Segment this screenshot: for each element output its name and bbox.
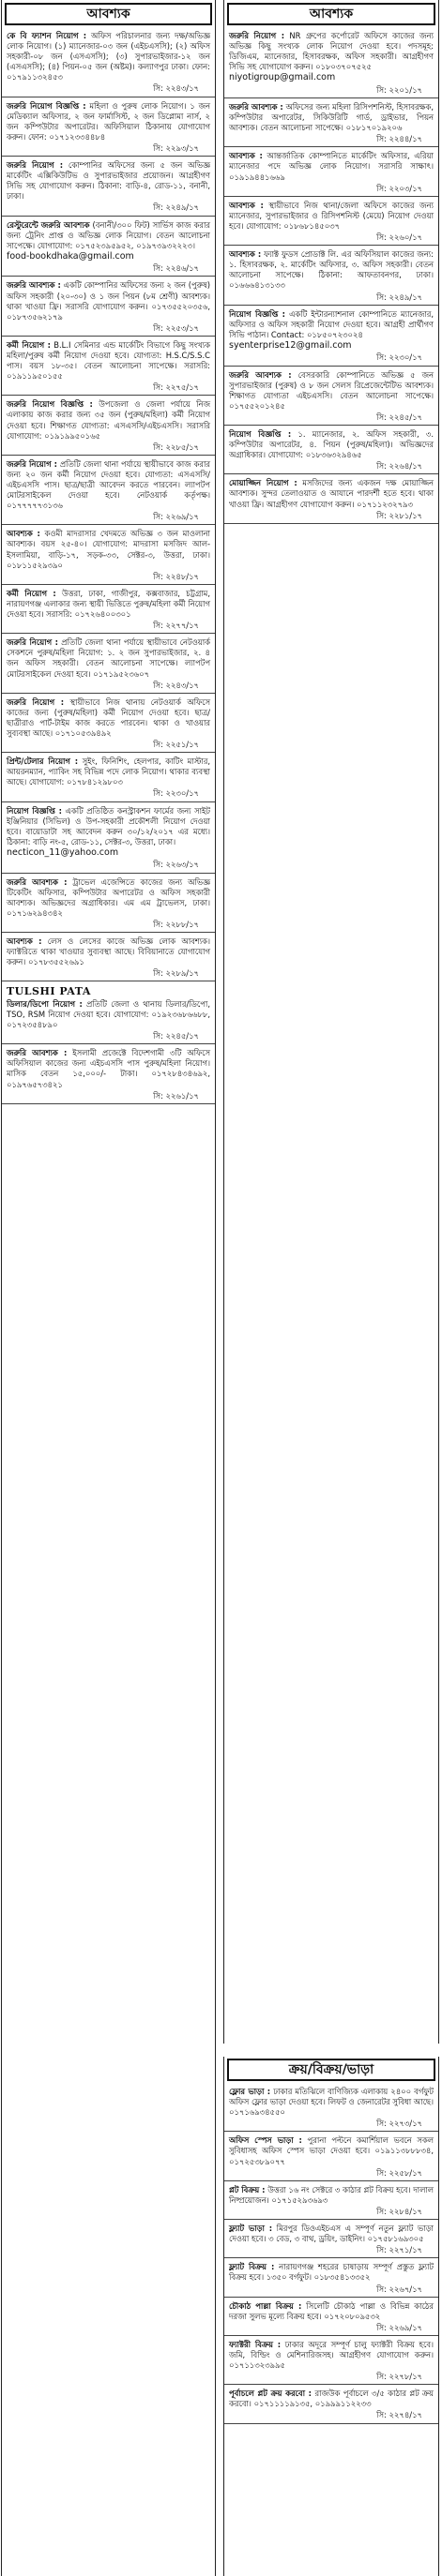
ad-heading: জরুরি নিয়োগ বিজ্ঞপ্তি : (7, 100, 86, 111)
classified-ad (224, 197, 438, 246)
ad-body: উত্তরা ১৬ নং সেক্টরে ৩ কাঠার প্লট বিক্রয় হবে। দালাল নিষ্প্রয়োজন। ০১৭১৫২৯৩৬৯৩ (229, 2184, 434, 2205)
ad-heading: মোয়াজ্জিন নিয়োগ : (229, 478, 297, 488)
ad-body: স্থায়ীভাবে নিজ থানায় নেটওয়ার্ক অফিসে কাজের জন্য (পুরুষ/মহিলা) কর্মী নিয়োগ দেওয়া হবে। ছাত্র/ছাত্রীরাও পার্ট-টাইম কাজ করতে পারবেন। থাকা ও খাওয়ার সুব্যবস্থা আছে। ০১৭১০৫৩৯৪৯২ (7, 696, 210, 738)
classified-ad (224, 2220, 438, 2258)
classified-ad (2, 217, 215, 277)
ad-email[interactable]: food-bookdhaka@gmail.com (7, 250, 134, 262)
ad-heading: আবশ্যক : (7, 936, 42, 946)
ad-code: সি: ২২৬৩/১৭ (153, 860, 199, 870)
ad-body: স্থায়ীভাবে নিজ থানা/জেলা অফিসে কাজের জন্য ম্যানেজার, সুপারভাইজার ও রিসিপশনিস্ট (মেয়ে) নিয়োগ দেওয়া হবে। যোগাযোগ: ০১৮৬৮১৪৫০৩৭ (229, 200, 434, 231)
ad-body: ঢাকার অদূরে সম্পূর্ণ চালু ফ্যাক্টরী বিক্রয় হবে। জমি, বিল্ডিং ও মেশিনারিজসহ। আগ্রহীগণ যোগাযোগ করুন। ০১৭১১৩২৩৯৯৫ (229, 2339, 434, 2371)
ad-heading: আবশ্যক : (229, 249, 262, 260)
classified-ad (2, 753, 215, 801)
ad-body: লেস ও লেসের কাজে অভিজ্ঞ লোক আবশ্যক। ফ্যাক্টরিতে থাকা খাওয়ার সুব্যবস্থা আছে। বিবিয়ানাতে যোগাযোগ করুন। ০১৭৮৩৫৫২৬৯১ (7, 936, 210, 967)
ad-code: সি: ২২৫৩/১৭ (153, 322, 199, 333)
ad-code: সি: ২২৪৩/১৭ (153, 680, 199, 690)
classified-ad (2, 456, 215, 526)
ad-heading: জরুরি আবশ্যক : (229, 369, 292, 380)
classified-ad (2, 933, 215, 981)
ad-heading: আবশ্যক : (229, 200, 264, 210)
ad-email[interactable]: syenterprise12@gmail.com (229, 339, 352, 351)
classified-ad (224, 147, 438, 196)
ad-body: ট্রাভেল এজেন্সিতে কাজের জন্য অভিজ্ঞ টিকেটিং অফিসার, কম্পিউটার অপারেটর ও অফিস সহকারী আবশ্যক। অভিজ্ঞদের অগ্রাধিকার। এম এম ট্রাভেলস, ঢাকা। ০১৭১৬২৯৪৩৪২ (7, 876, 210, 918)
ad-body: সিলেটি চৌকাঠ পাল্লা ও বিভিন্ন কাঠের দরজা সুলভ মূল্যে বিক্রয় হবে। ০১৭২০৮০৯৫৩২ (229, 2300, 434, 2321)
ad-heading: জরুরি নিয়োগ : (229, 31, 285, 40)
ad-heading: ফ্ল্যাট বিক্রয় : (229, 2262, 275, 2272)
ad-body: একটি ইন্টারন্যাশনাল কোম্পানিতে ম্যানেজার, অফিসার ও অফিস সহকারী নিয়োগ দেওয়া হবে। আগ্রহী প্রার্থীগণ সিভি পাঠান। Contact: ০১৮৫০৭২৩০২৪ (229, 308, 434, 339)
ad-email[interactable]: necticon_11@yahoo.com (7, 846, 119, 858)
ad-heading: নিয়োগ বিজ্ঞপ্তি : (229, 428, 292, 439)
right-section-header: আবশ্যক (227, 3, 435, 25)
classified-ad (224, 2083, 438, 2132)
classified-ad (224, 2336, 438, 2385)
ad-code: সি: ২২৪৫/১৭ (376, 412, 422, 422)
ad-body: একটি কোম্পানির অফিসের জন্য ২ জন (পুরুষ) অফিস সহকারী (২০-৩০) ও ১ জন পিয়ন (৮ম শ্রেণী) আবশ্যক। থাকা খাওয়া ফ্রি। সরাসরি যোগাযোগ করুন। ০১৭৩৫৫২০৩৫৬, ০১৮৭৩৫৬২১৭৯ (7, 280, 210, 322)
ad-heading: ফ্লোর ভাড়া : (229, 2087, 271, 2096)
classified-ad (2, 396, 215, 455)
classified-ad (224, 306, 438, 367)
classified-ad (224, 2181, 438, 2220)
ad-heading: নিয়োগ বিজ্ঞপ্তি : (7, 805, 62, 816)
ad-heading: আবশ্যক : (7, 529, 40, 539)
ad-code: সি: ২২৪৯/১৭ (376, 292, 422, 302)
ad-heading: জরুরি নিয়োগ : (7, 696, 65, 707)
ad-code: সি: ২২৬৯/১৭ (153, 512, 199, 522)
ad-heading: জরুরি আবশ্যক : (7, 280, 61, 291)
ad-body: প্রতিটি জেলা থানা পর্যায়ে স্থায়ীভাবে কাজ করার জন্য ২০ জন কর্মী নিয়োগ দেওয়া হবে। যোগ্যতা: এসএসসি/এইচএসসি পাস। ছাত্র/ছাত্রী আবেদন করতে পারবেন। ল্যাপটপ মোটরসাইকেল দেওয়া হবে। নেটওয়ার্ক কর্তৃপক্ষ। ০১৭৭৭৭৭৩১৩৬ (7, 458, 210, 511)
ad-code: সি: ২২৬৪/১৭ (376, 461, 422, 472)
ad-body: পুরানা পল্টনে কমার্শিয়াল ভবনে সকল সুবিধাসহ অফিস স্পেস ভাড়া দেওয়া হবে। ০১৯১১৩৮৮৮৩৪, ০১৭২৫৩৮৯০৭৭ (229, 2135, 434, 2166)
ad-heading: জরুরি নিয়োগ বিজ্ঞপ্তি : (7, 399, 93, 410)
classified-ad (224, 27, 438, 98)
ad-code: সি: ২২৬৭/১৭ (376, 2284, 422, 2294)
ad-body: মিরপুর ডিওএইচএস এ সম্পূর্ণ নতুন ফ্ল্যাট ভাড়া দেওয়া হবে। ৩ বেড, ৩ বাথ, ড্রয়িং, ডাইনিং। ০১৭৫৮১৬৯৩০৫ (229, 2224, 434, 2244)
classified-ad (2, 525, 215, 584)
classified-ad (224, 246, 438, 305)
ad-brand-title: TULSHI PATA (7, 985, 91, 998)
classified-ad (224, 367, 438, 426)
ad-body: ১. ম্যানেজার, ২. অফিস সহকারী, ৩. কম্পিউটার অপারেটর, ৪. পিয়ন (পুরুষ/মহিলা)। অভিজ্ঞদের অগ্রাধিকার। যোগাযোগ: ০১৮৩৬৩২৯৪৬৫ (229, 428, 434, 460)
classified-ad (2, 694, 215, 753)
ad-code: সি: ২২৭১/১৭ (376, 2245, 422, 2255)
classified-ad (224, 2132, 438, 2180)
ad-body: অফিস পরিচালনার জন্য দক্ষ/অভিজ্ঞ লোক নিয়োগ। (১) ম্যানেজার-০৩ জন (এইচএসসি); (২) অফিস সহকারী-০৮ জন (এসএসসি); (৩) সুপারভাইজার-১২ জন (এসএসসি); (৪) পিয়ন-০৫ জন (অষ্টম)। কল্যাণপুর ঢাকা। ফোন: ০১৭৯১১৩২৪৫৩ (7, 31, 210, 82)
classified-ad (224, 2258, 438, 2297)
ad-heading: ফ্ল্যাট ভাড়া : (229, 2224, 273, 2234)
classified-ad (224, 474, 438, 523)
ad-heading: অফিস স্পেস ভাড়া : (229, 2135, 302, 2146)
buy-sell-rent-header: ক্রয়/বিক্রয়/ভাড়া (227, 2059, 435, 2081)
classified-ad (2, 585, 215, 634)
ad-body: অফিসের জন্য মহিলা রিসিপশনিস্ট, হিসাবরক্ষক, কম্পিউটার অপারেটর, সিকিউরিটি গার্ড, ড্রাইভার, পিয়ন আবশ্যক। বেতন আলোচনা সাপেক্ষে। ০১৮১৭০১৯২০৬ (229, 102, 434, 133)
ad-code: সি: ২২৮৪/১৭ (376, 2206, 422, 2216)
ad-code: সি: ২২০৩/১৭ (376, 183, 422, 193)
ad-heading: আবশ্যক : (229, 151, 263, 161)
ad-heading: জরুরি নিয়োগ : (7, 637, 58, 648)
classified-ad (2, 27, 215, 97)
ad-heading: নিয়োগ বিজ্ঞপ্তি : (229, 308, 286, 319)
ad-code: সি: ২২৮৫/১৭ (153, 442, 199, 452)
ad-code: সি: ২২৮১/১৭ (376, 510, 422, 520)
ad-heading: জরুরি আবশ্যক : (229, 102, 283, 112)
ad-code: সি: ২২৬৯/১৭ (376, 2322, 422, 2332)
classified-ad (224, 2385, 438, 2423)
ad-heading: ডিলার/ডিপো নিয়োগ : (7, 998, 83, 1009)
ad-heading: জরুরি নিয়োগ : (7, 458, 58, 469)
ad-code: সি: ২২৭৫/১৭ (153, 382, 199, 393)
buy-sell-rent-section (223, 2057, 439, 2576)
ad-body: বেসরকারি কোম্পানিতে অভিজ্ঞ ৫ জন সুপারভাইজার (পুরুষ) ও ৮ জন সেলস রিপ্রেজেন্টেটিভ আবশ্যক। শিক্ষাগত যোগ্যতা এইচএসসি। বেতন আলোচনা সাপেক্ষে। ০১৭৫৫২০১২৪৫ (229, 369, 434, 411)
ad-code: সি: ২২৪৮/১৭ (153, 571, 199, 581)
classified-ad (2, 874, 215, 933)
ad-code: সি: ২২৬০/১৭ (376, 232, 422, 243)
classified-ad (2, 1044, 215, 1103)
buy-sell-rent-ads-list (224, 2083, 438, 2424)
ad-code: সি: ২২০১/১৭ (376, 84, 422, 95)
ad-heading: প্রিন্ট/টেলার নিয়োগ : (7, 756, 79, 767)
ad-heading: চৌকাঠ পাল্লা বিক্রয় : (229, 2300, 302, 2311)
ad-body: B.L.I সেমিনার এন্ড মার্কেটিং বিভাগে কিছু সংখ্যক মহিলা/পুরুষ কর্মী নিয়োগ দেওয়া হবে। যোগ্যতা: H.S.C/S.S.C পাস। বয়স ১৮-৩৫। বেতন আলোচনা সাপেক্ষে। সরাসরি: ০১৯১১৯৫০১৫৫ (7, 339, 210, 382)
ad-heading: রেস্টুরেন্টে জরুরি আবশ্যক (7, 219, 90, 230)
ad-body: কওমী মাদরাসার খেদমতে অভিজ্ঞ ৩ জন মাওলানা আবশ্যক। বয়স ২৫-৪০। যোগাযোগ: মাদরাসা মসজিদ আল-ইসলামিয়া, বাড়ি-১৭, সড়ক-৩৩, সেক্টর-৩, উত্তরা, ঢাকা। ০১৮১১৫২৯৩৯০ (7, 529, 210, 570)
right-column (223, 0, 439, 2044)
ad-body: একটি প্রতিষ্ঠিত কনস্ট্রাকশন ফার্মের জন্য সাইট ইঞ্জিনিয়ার (সিভিল) ও উপ-সহকারী প্রকৌশলী নিয়োগ দেওয়া হবে। বায়োডাটা সহ আবেদন করুন ৩০/১২/২০১৭ এর মধ্যে। ঠিকানা: বাড়ি নং-৫, রোড-১১, সেক্টর-৩, উত্তরা, ঢাকা। (7, 805, 210, 846)
ad-body: রাজউক পূর্বাচলে ৩/৫ কাঠার প্লট ক্রয় করবো। ০১৭১১১১৯১৩৫, ০১৯৯৯১১২২৩৩ (229, 2389, 434, 2409)
ad-code: সি: ২২৭৩/১৭ (376, 2119, 422, 2129)
classified-ad (2, 634, 215, 693)
ad-code: সি: ২২৫৮/১৭ (376, 2167, 422, 2178)
ad-body: ইসলামী প্রজেক্টে বিদেশগামী ৩টি অফিসে অফিসিয়াল কাজের জন্য এইচএসসি পাস পুরুষ/মহিলা নিয়োগ। মাসিক বেতন ১৫,০০০/- টাকা। ০১৭২৮৪৩৪৬৯২, ০১৯৭৬৫৭৩৪২১ (7, 1048, 210, 1089)
ad-body: উপজেলা ও জেলা পর্যায়ে নিজ এলাকায় কাজ করার জন্য ৩৫ জন (পুরুষ/মহিলা) কর্মী নিয়োগ দেওয়া হবে। শিক্ষাগত যোগ্যতা: এসএসসি/এইচএসসি। সরাসরি যোগাযোগ: ০১৯১৯৯৫০১৬৫ (7, 399, 211, 441)
ad-body: মহিলা ও পুরুষ লোক নিয়োগ। ১ জন মেডিক্যাল অফিসার, ২ জন ফার্মাসিস্ট, ২ জন ডিপ্লোমা নার্স, ২ জন কম্পিউটার অপারেটর। অফিসিয়াল ঠিকানায় যোগাযোগ করুন। ফোন: ০১৭১২৩৩৪৪৮৪ (7, 100, 210, 142)
left-column (1, 0, 216, 2576)
ad-code: সি: ২২৭৪/১৭ (376, 2410, 422, 2420)
ad-code: সি: ২২৫১/১৭ (153, 740, 199, 750)
right-ads-list (224, 27, 438, 524)
left-section-header: আবশ্যক (5, 3, 212, 25)
ad-heading: জরুরি আবশ্যক : (7, 876, 68, 887)
ad-code: সি: ২২৩০/১৭ (376, 352, 422, 363)
ad-body: ফ্যাক্ট ফুডস প্রোডাক্ট লি. এর অফিসিয়াল কাজের জন্য: ১. হিসাবরক্ষক, ২. মার্কেটিং অফিসার, ৩. অফিস সহকারী। বেতন আলোচনা সাপেক্ষে। ঠিকানা: আফতাবনগর, ঢাকা। ০১৬৬৬৪১৩১৩৩ (229, 249, 434, 291)
ad-code: সি: ২২৪৩/১৭ (153, 83, 199, 94)
classified-ad (224, 2298, 438, 2336)
classified-ad (2, 337, 215, 396)
classified-ad (224, 426, 438, 474)
classified-ad (2, 981, 215, 1044)
classified-ad (224, 98, 438, 147)
ad-code: সি: ২২৪৬/১৭ (153, 263, 199, 274)
ad-heading: কে বি ফ্যাশন নিয়োগ : (7, 31, 87, 40)
classified-ad (2, 802, 215, 874)
ad-code: সি: ২২৮৮/১৭ (153, 919, 199, 929)
ad-body: প্রতিটি জেলা থানা পর্যায়ে স্থায়ীভাবে নেটওয়ার্ক সেকশনে পুরুষ/মহিলা নিয়োগ: ১. ২ জন সুপারভাইজার, ২. ৪ জন অফিস সহকারী। বেতন আলোচনা সাপেক্ষে। ল্যাপটপ মোটরসাইকেল দেওয়া হবে। ০১৭১৯৫২৩৬০৭ (7, 637, 211, 679)
ad-heading: জরুরি আবশ্যক : (7, 1048, 68, 1058)
ad-body: উত্তরা, ঢাকা, গাজীপুর, কক্সবাজার, চট্টগ্রাম, নারায়ণগঞ্জ এলাকার জন্য স্থায়ী ভিত্তিতে পুরুষ/মহিলা কর্মী নিয়োগ দেওয়া হবে। সরাসরি: ০১৭২৬৪০০৩০১ (7, 588, 210, 620)
ad-code: সি: ২২৭৮/১৭ (376, 2372, 422, 2382)
ad-body: ঢাকার মতিঝিলে বাণিজ্যিক এলাকায় ২৪০০ বর্গফুট অফিস ফ্লোর ভাড়া দেওয়া হবে। লিফট ও জেনারেটর সুবিধা আছে। ০১৭১৬৯৩৪৫৫০ (229, 2087, 434, 2118)
ad-heading: ফ্যাক্টরী বিক্রয় : (229, 2339, 282, 2349)
ad-body: NR গ্রুপের কর্পোরেট অফিসে কাজের জন্য অভিজ্ঞ কিছু সংখ্যক লোক নিয়োগ দেওয়া হবে। পদসমূহ: ডিজিএম, ম্যানেজার, হিসাবরক্ষক, অফিস সহকারী। আগ্রহীগণ সিভি সহ যোগাযোগ করুন। ০১৮০৩৭০৭৫২৫ (229, 31, 434, 72)
ad-body: আন্তর্জাতিক কোম্পানিতে মার্কেটিং অফিসার, এরিয়া ম্যানেজার পদে অভিজ্ঞ লোক নিয়োগ। সরাসরি সাক্ষাৎ। ০১৯১৯৪৪১৬৬৯ (229, 151, 434, 182)
left-ads-list (2, 27, 215, 1104)
ad-heading: জরুরি নিয়োগ : (7, 160, 64, 171)
ad-heading: প্লট বিক্রয় : (229, 2184, 266, 2194)
ad-body: সুইং, ফিনিশিং, হেলপার, কাটিং মাস্টার, আয়রনম্যান, প্যাকিং সহ বিভিন্ন পদে লোক নিয়োগ। থাকার ব্যবস্থা আছে। যোগাযোগ: ০১৭৮৪১২৯৮০৩ (7, 756, 210, 787)
ad-code: সি: ২২৮৯/১৭ (153, 968, 199, 979)
ad-body: নারায়ণগঞ্জ শহরের চাষাড়ায় সম্পূর্ণ প্রস্তুত ফ্ল্যাট বিক্রয় হবে। ১৩৫০ বর্গফুট। ০১৮৩৫৪১৩৩৫২ (229, 2262, 434, 2283)
ad-body: (বনানী/৩০০ ফিট) সার্ভিস কাজ করার জন্য ট্রেনিং প্রাপ্ত ও অভিজ্ঞ লোক নিয়োগ। বেতন আলোচনা সাপেক্ষে। যোগাযোগ: ০১৭৫২৩৯৫৯৫২, ০১৯৭৩৯৩২২২৩। (7, 219, 210, 250)
ad-code: সি: ২২৯৩/১৭ (153, 142, 199, 153)
ad-body: প্রতিটি জেলা ও থানায় ডিলার/ডিপো, TSO, RSM নিয়োগ দেওয়া হবে। যোগাযোগ: ০১৯২৩৬৮৬৬৮৮, ০১৭২৩৫৪৮৯০ (7, 998, 210, 1030)
ad-code: সি: ২২৩০/১৭ (153, 788, 199, 799)
ad-code: সি: ২২৬১/১৭ (153, 1090, 199, 1101)
ad-body: মসজিদের জন্য একজন দক্ষ মোয়াজ্জিন আবশ্যক। সুন্দর তেলাওয়াত ও আযানে পারদর্শী হতে হবে। থাকা খাওয়া ফ্রি। আগ্রহীগণ যোগাযোগ করুন। ০১৭১১২৩২৭৯৩ (229, 478, 434, 509)
ad-code: সি: ২২৪৪/১৭ (376, 134, 422, 144)
ad-code: সি: ২২৭৭/১৭ (153, 621, 199, 631)
ad-email[interactable]: niyotigroup@gmail.com (229, 72, 336, 83)
classified-ad (2, 157, 215, 216)
ad-heading: কর্মী নিয়োগ : (7, 339, 51, 350)
ad-body: কোম্পানির অফিসের জন্য ৫ জন অভিজ্ঞ মার্কেটিং এক্সিকিউটিভ ও সুপারভাইজার প্রয়োজন। আগ্রহীগণ সিভি সহ যোগাযোগ করুন। ঠিকানা: বাড়ি-৪, রোড-১১, বনানী, ঢাকা। (7, 160, 210, 202)
classified-ad (2, 97, 215, 157)
ad-heading: কর্মী নিয়োগ : (7, 588, 56, 598)
ad-heading: পূর্বাচলে প্লট ক্রয় করবো : (229, 2389, 312, 2399)
ad-code: সি: ২২৪৯/১৭ (153, 202, 199, 213)
classified-ad (2, 277, 215, 336)
ad-code: সি: ২২৪৫/১৭ (153, 1031, 199, 1041)
